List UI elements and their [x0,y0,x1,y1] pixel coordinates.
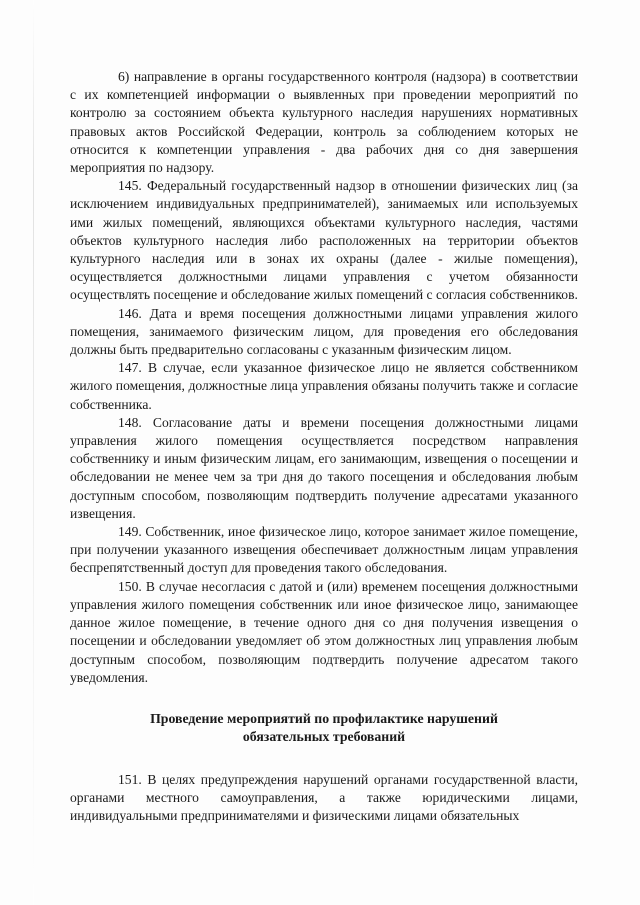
section-heading [70,710,578,746]
paragraph-146: 146. Дата и время посещения должностными лицами управления жилого помещения, занимаемого физическим лицом, для проведения его обследования должны быть предварительно согласованы с указанным физическим лицом. [70,305,578,358]
paragraph-149: 149. Собственник, иное физическое лицо, которое занимает жилое помещение, при получении указанного извещения обеспечивает должностным лицам управления беспрепятственный доступ для проведения такого обследования. [70,524,578,576]
paragraph-145: 145. Федеральный государственный надзор в отношении физических лиц (за исключением индивидуальных предпринимателей), занимаемых или используемых ими жилых помещений, являющихся объектами культурного наследия, частями объектов культурного наследия либо расположенных на территории объектов культурного наследия или в зонах их охраны (далее - жилые помещения), осуществляется должностными лицами управления с учетом обязанности осуществлять посещение и обследование жилых помещений с согласия собственников. [70,178,578,303]
paragraph-147: 147. В случае, если указанное физическое лицо не является собственником жилого помещения, должностные лица управления обязаны получить также и согласие собственника. [70,360,578,412]
body-text [70,68,578,687]
paragraph-item-6: 6) направление в органы государственного контроля (надзора) в соответствии с их компетенцией информации о выявленных при проведении мероприятий по контролю за состоянием объекта культурного наследия нарушениях нормативных правовых актов Российской Федерации, контроль за соблюдением которых не относится к компетенции управления - два рабочих дня со дня завершения мероприятия по надзору. [70,69,578,176]
paragraph-148: 148. Согласование даты и времени посещения должностными лицами управления жилого помещения осуществляется посредством направления собственнику и иным физическим лицам, его занимающим, извещения о посещении и обследовании не менее чем за три дня до такого посещения и обследования любым доступным способом, позволяющим подтвердить получение адресатами указанного извещения. [70,414,578,521]
tail-text [70,771,578,826]
paragraph-150: 150. В случае несогласия с датой и (или) временем посещения должностными управления жилого помещения собственник или иное физическое лицо, занимающее данное жилое помещение, в течение одного дня со дня получения извещения о посещении и обследовании уведомляет об этом должностных лиц управления любым доступным способом, позволяющим подтвердить получение адресатом такого уведомления. [70,578,578,685]
scan-margin-line [33,0,34,905]
paragraph-151: 151. В целях предупреждения нарушений органами государственной власти, органами местного самоуправления, а также юридическими лицами, индивидуальными предпринимателями и физическими лицами обязательных [70,772,578,824]
section-heading-line-2: обязательных требований [242,729,406,744]
section-heading-line-1: Проведение мероприятий по профилактике нарушений [150,711,498,726]
